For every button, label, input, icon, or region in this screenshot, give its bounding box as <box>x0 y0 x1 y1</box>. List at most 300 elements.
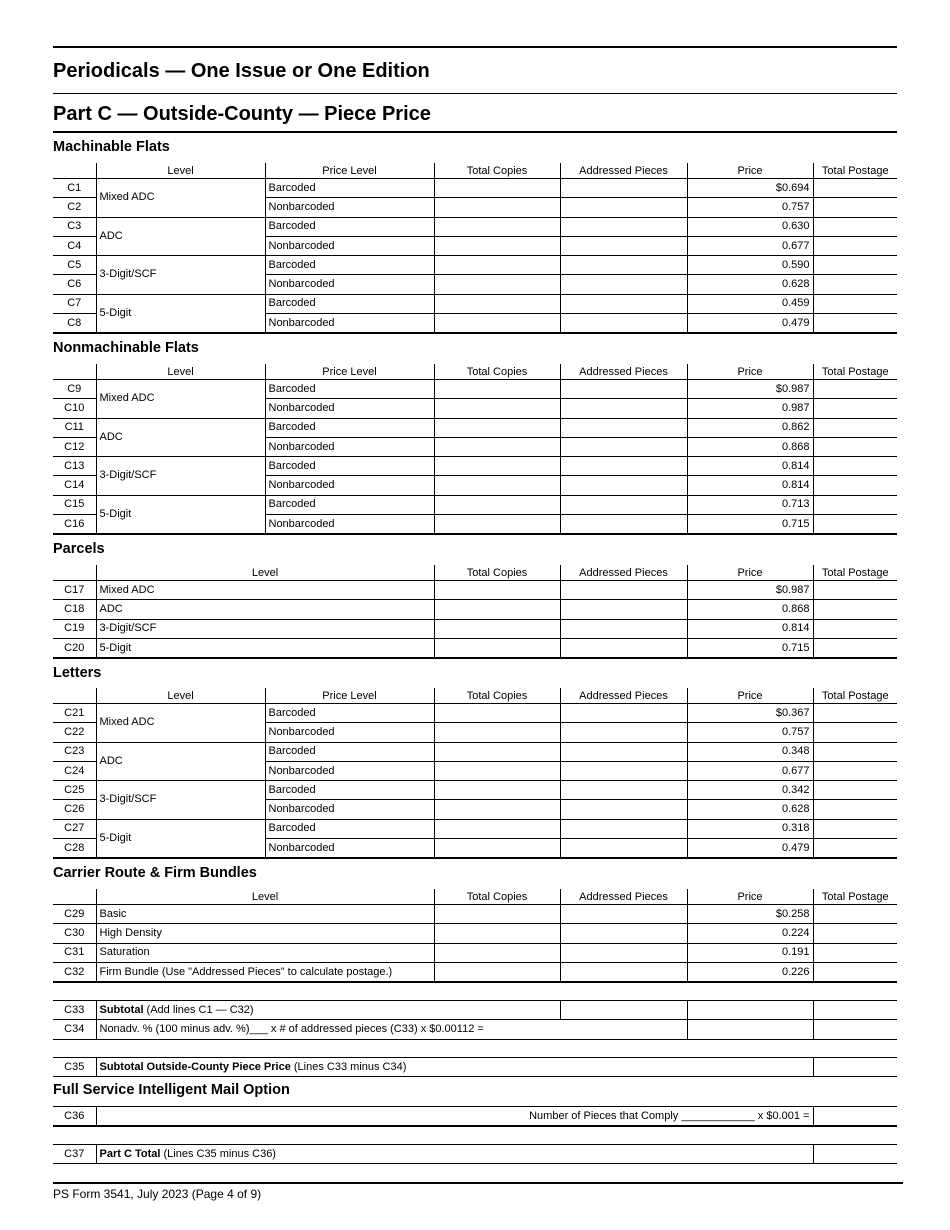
level-label: ADC <box>96 600 434 619</box>
price-value: 0.677 <box>687 236 813 255</box>
total-postage-field[interactable] <box>813 217 897 236</box>
header-level: Level <box>96 163 265 179</box>
line-number: C31 <box>53 943 96 962</box>
part-title: Part C — Outside-County — Piece Price <box>53 103 431 125</box>
line-number: C34 <box>53 1020 96 1039</box>
header-total-postage: Total Postage <box>813 364 897 380</box>
level-label: Saturation <box>96 943 434 962</box>
addressed-pieces-field[interactable] <box>560 905 687 924</box>
price-value: 0.224 <box>687 924 813 943</box>
line-number: C21 <box>53 704 96 723</box>
header-addressed-pieces: Addressed Pieces <box>560 688 687 704</box>
price-level-label: Nonbarcoded <box>265 723 434 742</box>
header-total-postage: Total Postage <box>813 889 897 905</box>
total-copies-field[interactable] <box>434 476 560 495</box>
line-number: C3 <box>53 217 96 236</box>
price-value: 0.987 <box>687 399 813 418</box>
price-value: 0.342 <box>687 781 813 800</box>
total-copies-field[interactable] <box>434 781 560 800</box>
nonadv-formula: Nonadv. % (100 minus adv. %)___ x # of addressed pieces (C33) x $0.00112 = <box>96 1020 687 1039</box>
header-price: Price <box>687 364 813 380</box>
addressed-pieces-field[interactable] <box>560 457 687 476</box>
total-postage-field[interactable] <box>813 275 897 294</box>
price-value: 0.318 <box>687 819 813 838</box>
total-copies-field[interactable] <box>434 457 560 476</box>
table-row <box>53 294 897 313</box>
price-value: 0.868 <box>687 600 813 619</box>
price-value: 0.868 <box>687 437 813 456</box>
full-service-table <box>53 1106 897 1127</box>
header-total-copies: Total Copies <box>434 364 560 380</box>
table-row <box>53 819 897 838</box>
total-copies-field[interactable] <box>434 437 560 456</box>
level-label: 5-Digit <box>96 638 434 658</box>
line-number: C22 <box>53 723 96 742</box>
total-postage-field[interactable] <box>813 380 897 399</box>
line-number: C6 <box>53 275 96 294</box>
total-postage-field[interactable] <box>813 399 897 418</box>
addressed-pieces-field[interactable] <box>560 399 687 418</box>
table-row <box>53 742 897 761</box>
price-level-label: Nonbarcoded <box>265 839 434 859</box>
header-level: Level <box>96 889 434 905</box>
line-number: C35 <box>53 1058 96 1077</box>
header-total-copies: Total Copies <box>434 889 560 905</box>
addressed-pieces-field[interactable] <box>560 179 687 198</box>
parcels-table <box>53 565 897 659</box>
line-number: C15 <box>53 495 96 514</box>
subtotal-piece-price-label: Subtotal Outside-County Piece Price <box>99 1060 291 1073</box>
line-number: C37 <box>53 1145 96 1164</box>
price-level-label: Barcoded <box>265 704 434 723</box>
total-copies-field[interactable] <box>434 943 560 962</box>
table-row <box>53 943 897 962</box>
price-value: 0.757 <box>687 723 813 742</box>
header-price: Price <box>687 688 813 704</box>
line-number: C24 <box>53 761 96 780</box>
price-level-label: Nonbarcoded <box>265 437 434 456</box>
line-number: C28 <box>53 839 96 859</box>
header-level: Level <box>96 688 265 704</box>
total-copies-field[interactable] <box>434 294 560 313</box>
section-title-letters: Letters <box>53 665 102 681</box>
addressed-pieces-field[interactable] <box>560 437 687 456</box>
addressed-pieces-field[interactable] <box>560 600 687 619</box>
total-postage-field[interactable] <box>813 198 897 217</box>
total-postage-field[interactable] <box>813 819 897 838</box>
table-row <box>53 638 897 658</box>
section-title-parcels: Parcels <box>53 541 105 557</box>
price-value: $0.987 <box>687 380 813 399</box>
table-row <box>53 924 897 943</box>
level-label: 3-Digit/SCF <box>96 256 265 295</box>
price-value: 0.348 <box>687 742 813 761</box>
divider <box>53 93 897 94</box>
line-c35 <box>53 1058 897 1077</box>
machinable-flats-table <box>53 163 897 334</box>
price-level-label: Barcoded <box>265 819 434 838</box>
header-total-postage: Total Postage <box>813 688 897 704</box>
total-copies-field[interactable] <box>434 905 560 924</box>
total-copies-field[interactable] <box>434 581 560 600</box>
total-copies-field[interactable] <box>434 800 560 819</box>
price-level-label: Barcoded <box>265 418 434 437</box>
line-number: C30 <box>53 924 96 943</box>
table-row <box>53 179 897 198</box>
header-price: Price <box>687 163 813 179</box>
addressed-pieces-field[interactable] <box>560 704 687 723</box>
addressed-pieces-field[interactable] <box>560 924 687 943</box>
total-copies-field[interactable] <box>434 619 560 638</box>
line-c36 <box>53 1107 897 1127</box>
header-addressed-pieces: Addressed Pieces <box>560 565 687 581</box>
total-postage-field[interactable] <box>813 742 897 761</box>
line-number: C11 <box>53 418 96 437</box>
addressed-pieces-field[interactable] <box>560 236 687 255</box>
total-copies-field[interactable] <box>434 600 560 619</box>
c33-addressed-pieces-field[interactable] <box>560 1001 687 1020</box>
header-total-postage: Total Postage <box>813 163 897 179</box>
total-copies-field[interactable] <box>434 704 560 723</box>
header-addressed-pieces: Addressed Pieces <box>560 889 687 905</box>
header-row <box>53 163 897 179</box>
addressed-pieces-field[interactable] <box>560 943 687 962</box>
total-postage-field[interactable] <box>813 236 897 255</box>
total-postage-field[interactable] <box>813 418 897 437</box>
header-price-level: Price Level <box>265 364 434 380</box>
total-postage-field[interactable] <box>813 905 897 924</box>
addressed-pieces-field[interactable] <box>560 839 687 859</box>
table-row <box>53 256 897 275</box>
header-price-level: Price Level <box>265 688 434 704</box>
subtotal-label: Subtotal <box>99 1003 144 1016</box>
price-level-label: Barcoded <box>265 179 434 198</box>
total-copies-field[interactable] <box>434 198 560 217</box>
addressed-pieces-field[interactable] <box>560 275 687 294</box>
section-title-machinable-flats: Machinable Flats <box>53 139 170 155</box>
total-copies-field[interactable] <box>434 638 560 658</box>
total-copies-field[interactable] <box>434 515 560 535</box>
level-label: Mixed ADC <box>96 179 265 218</box>
section-title-nonmachinable-flats: Nonmachinable Flats <box>53 340 199 356</box>
form-title: Periodicals — One Issue or One Edition <box>53 60 430 82</box>
c36-total-postage-field[interactable] <box>813 1107 897 1127</box>
total-copies-field[interactable] <box>434 418 560 437</box>
header-price: Price <box>687 889 813 905</box>
total-postage-field[interactable] <box>813 924 897 943</box>
total-copies-field[interactable] <box>434 819 560 838</box>
price-level-label: Nonbarcoded <box>265 515 434 535</box>
addressed-pieces-field[interactable] <box>560 198 687 217</box>
line-number: C2 <box>53 198 96 217</box>
total-postage-field[interactable] <box>813 781 897 800</box>
level-label: 5-Digit <box>96 819 265 858</box>
price-level-label: Nonbarcoded <box>265 399 434 418</box>
line-number: C12 <box>53 437 96 456</box>
total-copies-field[interactable] <box>434 380 560 399</box>
level-label: High Density <box>96 924 434 943</box>
price-value: 0.715 <box>687 515 813 535</box>
total-copies-field[interactable] <box>434 236 560 255</box>
c33-price-field <box>687 1001 813 1020</box>
level-label: ADC <box>96 217 265 256</box>
top-rule <box>53 46 897 48</box>
price-level-label: Barcoded <box>265 294 434 313</box>
table-row <box>53 619 897 638</box>
line-number: C14 <box>53 476 96 495</box>
total-postage-field[interactable] <box>813 761 897 780</box>
subtotal-note: (Add lines C1 — C32) <box>143 1003 254 1016</box>
header-row <box>53 688 897 704</box>
line-c37 <box>53 1145 897 1164</box>
price-level-label: Barcoded <box>265 217 434 236</box>
line-number: C20 <box>53 638 96 658</box>
total-copies-field[interactable] <box>434 924 560 943</box>
header-total-copies: Total Copies <box>434 565 560 581</box>
price-value: 0.814 <box>687 457 813 476</box>
header-addressed-pieces: Addressed Pieces <box>560 364 687 380</box>
header-addressed-pieces: Addressed Pieces <box>560 163 687 179</box>
comply-pieces-formula: Number of Pieces that Comply ____________ x $0.001 = <box>96 1107 813 1127</box>
price-value: 0.757 <box>687 198 813 217</box>
table-row <box>53 380 897 399</box>
total-postage-field[interactable] <box>813 476 897 495</box>
total-postage-field[interactable] <box>813 256 897 275</box>
total-copies-field[interactable] <box>434 256 560 275</box>
total-postage-field[interactable] <box>813 179 897 198</box>
level-label: 5-Digit <box>96 495 265 534</box>
header-level: Level <box>96 364 265 380</box>
section-title-carrier-route: Carrier Route & Firm Bundles <box>53 865 257 881</box>
level-label: ADC <box>96 418 265 457</box>
addressed-pieces-field[interactable] <box>560 761 687 780</box>
carrier-route-table <box>53 889 897 983</box>
header-level: Level <box>96 565 434 581</box>
line-number: C5 <box>53 256 96 275</box>
table-row <box>53 217 897 236</box>
addressed-pieces-field[interactable] <box>560 314 687 334</box>
price-value: 0.590 <box>687 256 813 275</box>
addressed-pieces-field[interactable] <box>560 581 687 600</box>
total-postage-field[interactable] <box>813 839 897 859</box>
table-row <box>53 905 897 924</box>
price-value: 0.814 <box>687 619 813 638</box>
addressed-pieces-field[interactable] <box>560 256 687 275</box>
level-label: Basic <box>96 905 434 924</box>
part-c-total-table <box>53 1144 897 1164</box>
line-number: C17 <box>53 581 96 600</box>
price-value: 0.479 <box>687 314 813 334</box>
price-level-label: Nonbarcoded <box>265 275 434 294</box>
total-postage-field[interactable] <box>813 723 897 742</box>
price-value: $0.258 <box>687 905 813 924</box>
total-copies-field[interactable] <box>434 275 560 294</box>
line-number: C36 <box>53 1107 96 1127</box>
price-level-label: Barcoded <box>265 380 434 399</box>
line-number: C13 <box>53 457 96 476</box>
addressed-pieces-field[interactable] <box>560 515 687 535</box>
price-value: 0.628 <box>687 275 813 294</box>
price-value: 0.677 <box>687 761 813 780</box>
total-postage-field[interactable] <box>813 495 897 514</box>
total-postage-field[interactable] <box>813 294 897 313</box>
subtotal-piece-price-table <box>53 1057 897 1077</box>
total-copies-field[interactable] <box>434 399 560 418</box>
level-label: Firm Bundle (Use "Addressed Pieces" to calculate postage.) <box>96 962 434 982</box>
price-value: 0.715 <box>687 638 813 658</box>
price-value: 0.191 <box>687 943 813 962</box>
price-value: 0.226 <box>687 962 813 982</box>
total-copies-field[interactable] <box>434 723 560 742</box>
addressed-pieces-field[interactable] <box>560 962 687 982</box>
c34-total-postage-field[interactable] <box>813 1020 897 1039</box>
total-postage-field[interactable] <box>813 704 897 723</box>
line-number: C23 <box>53 742 96 761</box>
total-postage-field[interactable] <box>813 515 897 535</box>
level-label: 3-Digit/SCF <box>96 457 265 496</box>
header-row <box>53 889 897 905</box>
addressed-pieces-field[interactable] <box>560 800 687 819</box>
price-value: $0.367 <box>687 704 813 723</box>
price-level-label: Nonbarcoded <box>265 761 434 780</box>
price-level-label: Nonbarcoded <box>265 800 434 819</box>
price-value: 0.630 <box>687 217 813 236</box>
total-copies-field[interactable] <box>434 761 560 780</box>
header-row <box>53 565 897 581</box>
line-number: C27 <box>53 819 96 838</box>
total-postage-field[interactable] <box>813 943 897 962</box>
level-label: 5-Digit <box>96 294 265 333</box>
total-postage-field[interactable] <box>813 638 897 658</box>
level-label: Mixed ADC <box>96 581 434 600</box>
total-postage-field[interactable] <box>813 600 897 619</box>
total-copies-field[interactable] <box>434 495 560 514</box>
part-c-total-label: Part C Total <box>99 1147 161 1160</box>
header-price: Price <box>687 565 813 581</box>
line-number: C29 <box>53 905 96 924</box>
price-value: 0.459 <box>687 294 813 313</box>
header-total-postage: Total Postage <box>813 565 897 581</box>
c34-price-field <box>687 1020 813 1039</box>
addressed-pieces-field[interactable] <box>560 476 687 495</box>
total-postage-field[interactable] <box>813 437 897 456</box>
addressed-pieces-field[interactable] <box>560 217 687 236</box>
addressed-pieces-field[interactable] <box>560 638 687 658</box>
total-copies-field[interactable] <box>434 217 560 236</box>
line-number: C16 <box>53 515 96 535</box>
addressed-pieces-field[interactable] <box>560 294 687 313</box>
total-postage-field[interactable] <box>813 800 897 819</box>
table-row <box>53 962 897 982</box>
section-title-full-service: Full Service Intelligent Mail Option <box>53 1082 290 1098</box>
addressed-pieces-field[interactable] <box>560 742 687 761</box>
level-label: 3-Digit/SCF <box>96 619 434 638</box>
level-label: Mixed ADC <box>96 380 265 419</box>
price-value: 0.479 <box>687 839 813 859</box>
price-value: $0.987 <box>687 581 813 600</box>
line-number: C25 <box>53 781 96 800</box>
price-level-label: Nonbarcoded <box>265 314 434 334</box>
total-postage-field[interactable] <box>813 314 897 334</box>
line-number: C33 <box>53 1001 96 1020</box>
total-postage-field[interactable] <box>813 581 897 600</box>
c33-total-postage-field[interactable] <box>813 1001 897 1020</box>
table-row <box>53 581 897 600</box>
line-number: C7 <box>53 294 96 313</box>
table-row <box>53 418 897 437</box>
total-copies-field[interactable] <box>434 962 560 982</box>
price-level-label: Barcoded <box>265 256 434 275</box>
letters-table <box>53 688 897 859</box>
line-number: C10 <box>53 399 96 418</box>
c35-total-postage-field[interactable] <box>813 1058 897 1077</box>
table-row <box>53 600 897 619</box>
line-c34 <box>53 1020 897 1039</box>
price-value: 0.814 <box>687 476 813 495</box>
divider <box>53 131 897 133</box>
price-level-label: Nonbarcoded <box>265 198 434 217</box>
price-value: 0.713 <box>687 495 813 514</box>
price-value: 0.628 <box>687 800 813 819</box>
price-level-label: Nonbarcoded <box>265 236 434 255</box>
price-level-label: Nonbarcoded <box>265 476 434 495</box>
addressed-pieces-field[interactable] <box>560 723 687 742</box>
price-value: 0.862 <box>687 418 813 437</box>
level-label: Mixed ADC <box>96 704 265 743</box>
table-row <box>53 781 897 800</box>
total-copies-field[interactable] <box>434 742 560 761</box>
header-row <box>53 364 897 380</box>
price-level-label: Barcoded <box>265 495 434 514</box>
line-number: C8 <box>53 314 96 334</box>
total-copies-field[interactable] <box>434 179 560 198</box>
line-c33 <box>53 1001 897 1020</box>
line-number: C4 <box>53 236 96 255</box>
addressed-pieces-field[interactable] <box>560 781 687 800</box>
level-label: ADC <box>96 742 265 781</box>
price-value: $0.694 <box>687 179 813 198</box>
line-number: C32 <box>53 962 96 982</box>
addressed-pieces-field[interactable] <box>560 380 687 399</box>
nonmachinable-flats-table <box>53 364 897 535</box>
addressed-pieces-field[interactable] <box>560 619 687 638</box>
table-row <box>53 495 897 514</box>
total-copies-field[interactable] <box>434 839 560 859</box>
total-postage-field[interactable] <box>813 457 897 476</box>
c37-total-postage-field[interactable] <box>813 1145 897 1164</box>
header-total-copies: Total Copies <box>434 163 560 179</box>
total-postage-field[interactable] <box>813 619 897 638</box>
subtotal-table <box>53 1000 897 1040</box>
header-total-copies: Total Copies <box>434 688 560 704</box>
total-copies-field[interactable] <box>434 314 560 334</box>
footer-rule <box>53 1182 903 1184</box>
header-price-level: Price Level <box>265 163 434 179</box>
price-level-label: Barcoded <box>265 742 434 761</box>
addressed-pieces-field[interactable] <box>560 819 687 838</box>
line-number: C26 <box>53 800 96 819</box>
addressed-pieces-field[interactable] <box>560 495 687 514</box>
line-number: C19 <box>53 619 96 638</box>
level-label: 3-Digit/SCF <box>96 781 265 820</box>
addressed-pieces-field[interactable] <box>560 418 687 437</box>
line-number: C9 <box>53 380 96 399</box>
total-postage-field[interactable] <box>813 962 897 982</box>
subtotal-piece-price-note: (Lines C33 minus C34) <box>290 1060 407 1073</box>
line-number: C1 <box>53 179 96 198</box>
price-level-label: Barcoded <box>265 781 434 800</box>
table-row <box>53 457 897 476</box>
